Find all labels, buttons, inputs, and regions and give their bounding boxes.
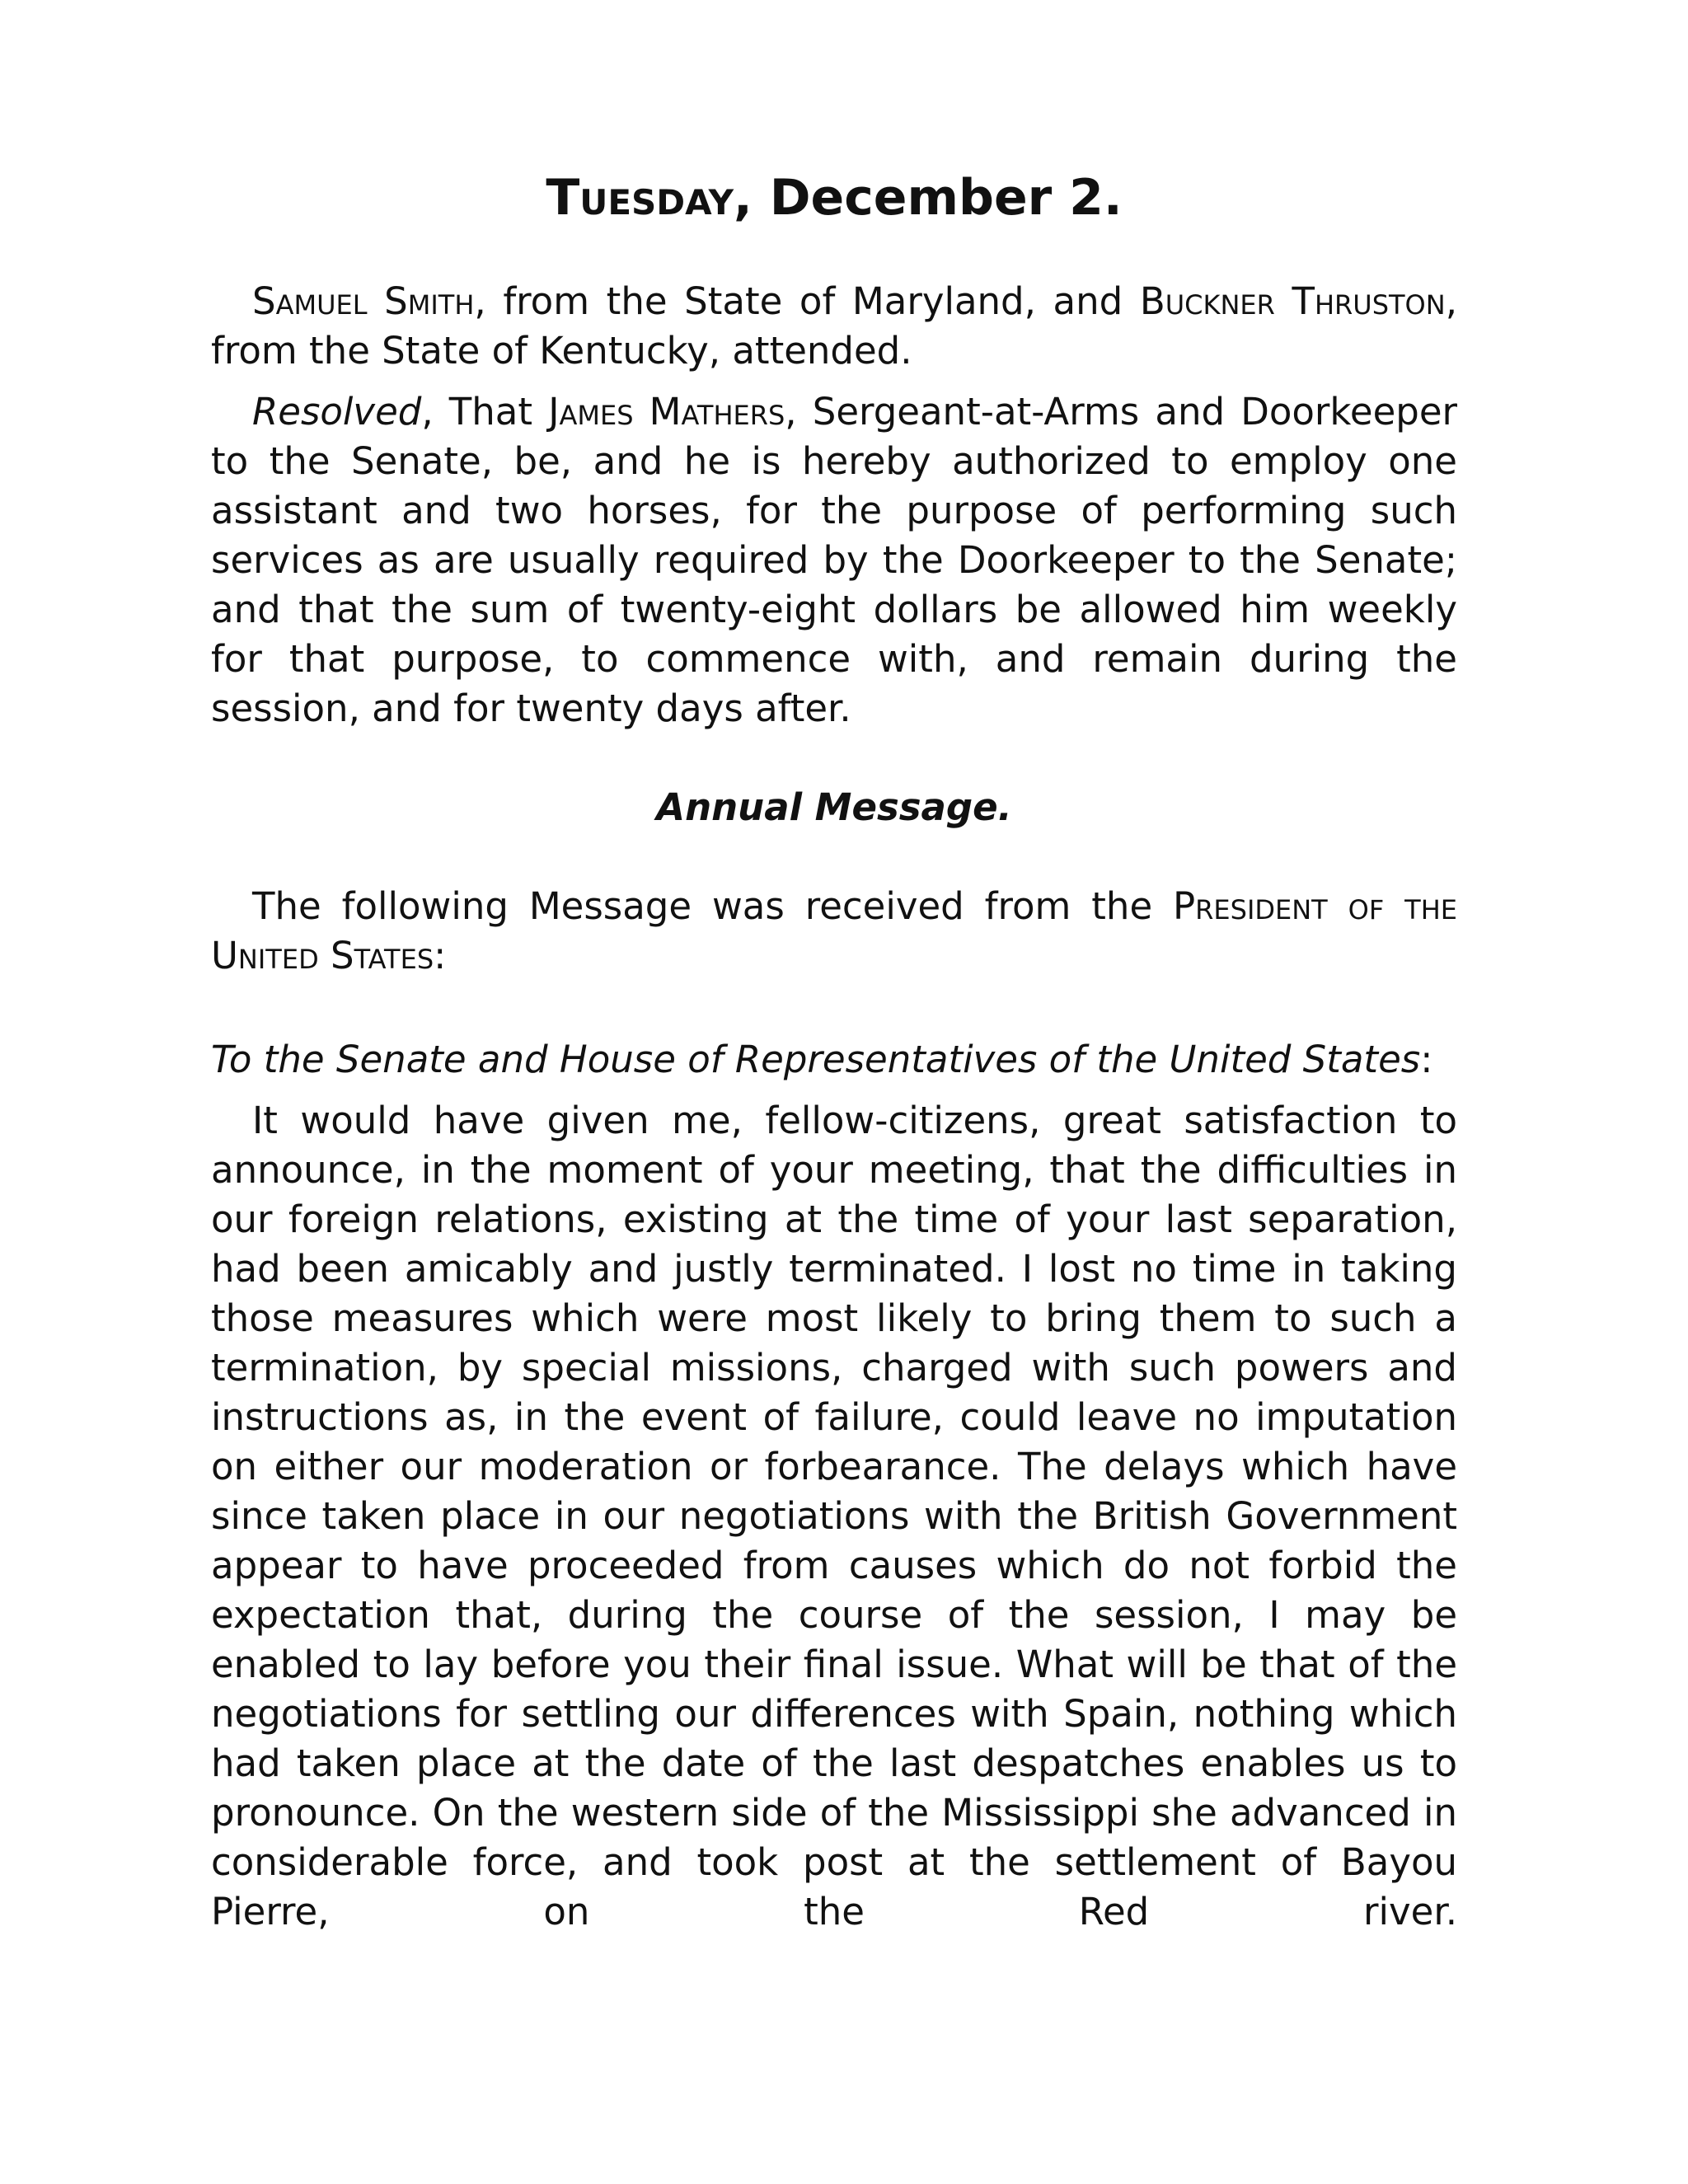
paragraph-text: , from the State of Maryland, and [474, 279, 1140, 323]
senator-name: Buckner Thruston [1139, 279, 1446, 323]
message-salutation [211, 1035, 1457, 1085]
section-subheading: Annual Message. [656, 785, 1012, 829]
heading-day: Tuesday [546, 169, 734, 227]
paragraph-text: , That [421, 390, 549, 434]
page-heading [211, 165, 1457, 231]
resolved-label: Resolved [252, 390, 422, 434]
document-page [211, 165, 1457, 1948]
heading-separator: , [734, 169, 770, 227]
paragraph-text: : [434, 934, 447, 977]
paragraph-text: , from the State of Kentucky, attended. [211, 279, 1457, 373]
attendance-paragraph [211, 277, 1457, 376]
officer-name: James Mathers [548, 390, 785, 434]
paragraph-text: , Sergeant-at-Arms and Doorkeeper to the Senate, be, and he is hereby authorized to employ one assistant and two horses, for the purpose of performing such services as are usually required by the Doorkeeper to the Senate; and that the sum of twenty-eight dollars be allowed him weekly for that purpose, to commence with, and remain during the session, and for twenty days after. [211, 390, 1458, 730]
salutation-punct: : [1420, 1038, 1433, 1081]
office-name: President of the United States [211, 884, 1457, 977]
senator-name: Samuel Smith [252, 279, 475, 323]
salutation-text: To the Senate and House of Representatives of the United States [211, 1038, 1421, 1081]
heading-date: December 2. [769, 169, 1123, 227]
resolution-paragraph [211, 387, 1457, 733]
message-body-paragraph: It would have given me, fellow-citizens, great satisfaction to announce, in the moment of your meeting, that the difficulties in our foreign relations, existing at the time of your last separation, had been amicably and justly terminated. I lost no time in taking those measures which were most likely to bring them to such a termination, by special missions, charged with such powers and instructions as, in the event of failure, could leave no imputation on either our moderation or forbearance. The delays which have since taken place in our negotiations with the British Government appear to have proceeded from causes which do not forbid the expectation that, during the course of the session, I may be enabled to lay before you their final issue. What will be that of the negotiations for settling our differences with Spain, nothing which had taken place at the date of the last despatches enables us to pronounce. On the western side of the Mississippi she advanced in considerable force, and took post at the settlement of Bayou Pierre, on the Red river. [211, 1099, 1457, 1933]
paragraph-text: The following Message was received from the [252, 884, 1174, 928]
message-intro-paragraph [211, 882, 1457, 981]
